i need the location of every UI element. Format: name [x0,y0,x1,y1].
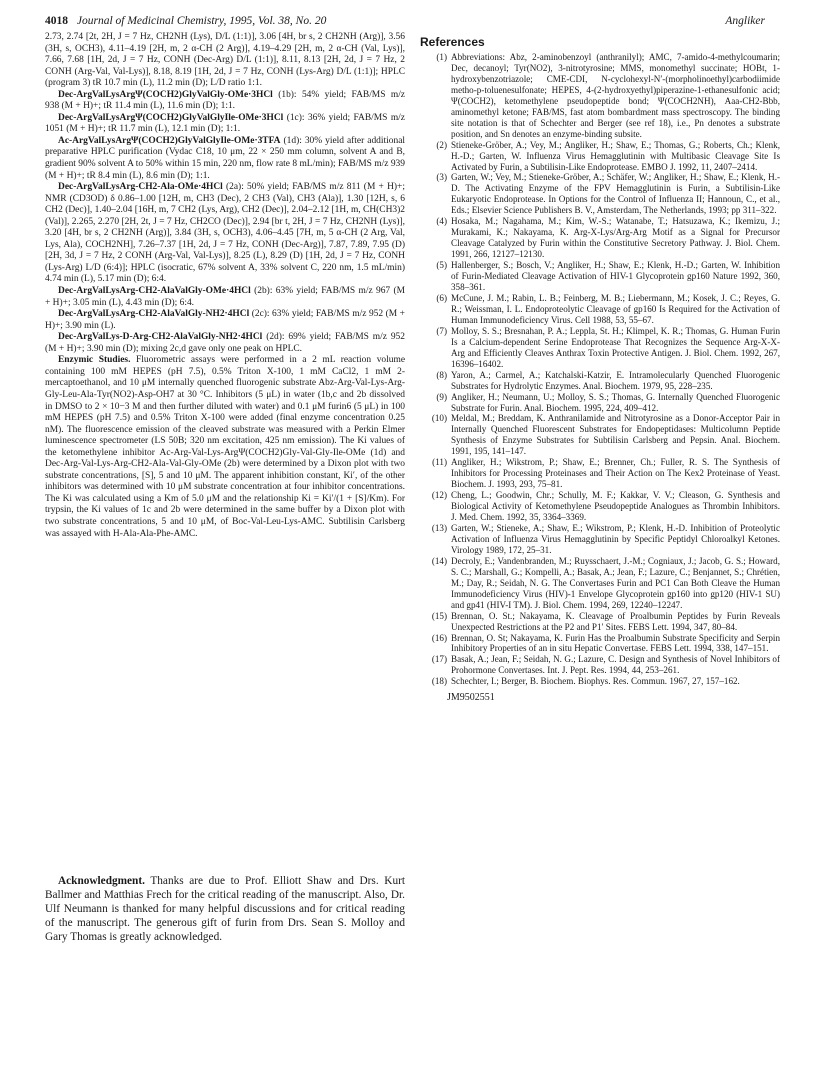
reference-number: (3) [436,172,447,183]
compound-entry [45,90,405,113]
reference-number: (10) [431,413,447,424]
compound-data: (2b): 63% yield; FAB/MS m/z 967 (M + H)+; 3.05 min (L), 4.43 min (D); 6:4. [45,286,406,308]
compound-name: Dec-ArgValLysArgΨ(COCH2)GlyValGlyIle-OMe·3HCl [58,112,284,123]
reference-number: (4) [436,216,447,227]
reference-text: Basak, A.; Jean, F.; Seidah, N. G.; Lazure, C. Design and Synthesis of Novel Inhibitors of Prohormone Convertases. Int. J. Pept. Res. 1994, 44, 253–261. [451,654,780,676]
compound-entry [45,309,405,332]
acknowledgment-heading: Acknowledgment. [58,875,145,887]
reference-item [420,633,780,655]
reference-text: Decroly, E.; Vandenbranden, M.; Ruysschaert, J.-M.; Cogniaux, J.; Jacob, G. S.; Howard, S. C.; Marshall, G.; Kompelli, A.; Basak, A.; Jean, F.; Lazure, C.; Benjannet, S.; Chrétien, M.; Day, R.; Seidah, N. G. The Convertases Furin and PC1 Can Both Cleave the Human Immunodeficiency Virus (HIV)-1 Envelope Glycoprotein gp160 into gp120 (HIV-1 SU) and gp41 (HIV-I TM). J. Biol. Chem. 1994, 269, 12240–12247. [451,555,780,610]
compound-data: (1b): 54% yield; FAB/MS m/z 938 (M + H)+; tR 11.4 min (L), 11.6 min (D); 1:1. [45,89,405,112]
reference-text: Meldal, M.; Breddam, K. Anthranilamide and Nitrotyrosine as a Donor-Acceptor Pair in Internally Quenched Fluorescent Substrates for Endopeptidases: Multicolumn Peptide Synthesis of Enzyme Substrates for Subtilisin Carlsberg and Pepsin. Anal. Biochem. 1991, 195, 141–147. [451,413,780,457]
reference-number: (11) [432,457,447,468]
compound-list [45,90,405,356]
reference-text: Hosaka, M.; Nagahama, M.; Kim, W.-S.; Watanabe, T.; Hatsuzawa, K.; Ikemizu, J.; Murakami, K.; Nakayama, K. Arg-X-Lys/Arg-Arg Motif as a Signal for Precursor Cleavage Catalyzed by Furin within the Constitutive Secretory Pathway. J. Biol. Chem. 1991, 266, 12127–12130. [451,216,780,260]
reference-item [420,654,780,676]
reference-number: (15) [431,610,447,621]
reference-text: Molloy, S. S.; Bresnahan, P. A.; Leppla, St. H.; Klimpel, K. R.; Thomas, G. Human Furin Is a Calcium-dependent Serine Endoprotease That Recognizes the Sequence Arg-X-X-Arg and Efficiently Cleaves Anthrax Toxin Protective Antigen. J. Biol. Chem. 1992, 267, 16396–16402. [451,325,780,369]
acknowledgment-text: Thanks are due to Prof. Elliott Shaw and Drs. Kurt Ballmer and Matthias Frech for the critical reading of the manuscript. Also, Dr. Ulf Neumann is thanked for many helpful discussions and for critical reading of the manuscript. The generous gift of furin from Drs. Sean S. Molloy and Gary Thomas is greatly acknowledged. [45,875,405,944]
nmr-continuation: 2.73, 2.74 [2t, 2H, J = 7 Hz, CH2NH (Lys), D/L (1:1)], 3.06 [4H, br s, 2 CH2NH (Arg)], 3.56 (3H, s, OCH3), 4.11–4.19 [2H, m, 2 α-CH (2 Arg)], 4.19–4.29 [2H, m, 2 α-CH (Val, Lys)], 7.66, 7.68 [1H, 2d, J = 7 Hz, CONH (Dec-Arg) D/L (1:1)], 8.11, 8.13 [2H, 2d, J = 7 Hz, 2 CONH (Arg-Val, Val-Lys)], 8.18, 8.19 [1H, 2d, J = 7 Hz, CONH (Lys-Arg) D/L (1:1)]; HPLC (program 3) tR 10.7 min (L), 11.2 min (D); L/D ratio 1:1. [45,32,405,89]
reference-item [420,52,780,140]
reference-item [420,140,780,173]
compound-entry [45,136,405,182]
reference-item [420,326,780,370]
compound-entry [45,332,405,355]
reference-number: (1) [436,52,447,62]
reference-number: (17) [431,654,447,665]
reference-text: Stieneke-Gröber, A.; Vey, M.; Angliker, H.; Shaw, E.; Thomas, G.; Roberts, Ch.; Klenk, H.-D.; Garten, W. Influenza Virus Hemagglutinin with Multibasic Cleavage Site Is Activated by Furin, a Subtilisin-Like Endoprotease. EMBO J. 1992, 11, 2407–2414. [451,139,780,172]
enzymic-studies-paragraph [45,355,405,540]
compound-data: (2a): 50% yield; FAB/MS m/z 811 (M + H)+; NMR (CD3OD) δ 0.86–1.00 [12H, m, CH3 (Dec), 2 CH3 (Val), CH3 (Ala)], 1.30 [12H, s, 6 CH2 (Dec)], 1.40–2.04 [16H, m, 7 CH2 (Lys, Arg), CH2 (Dec)], 2.04–2.12 [1H, m, CH(CH3)2 (Val)], 2.265, 2.270 [2H, 2t, J = 7 Hz, CH2CO (Dec)], 2.94 [br t, 2H, J = 7 Hz, CH2NH (Lys)], 3.20 [4H, br s, 2 CH2NH (Arg)], 3.84 (3H, s, OCH3), 4.06–4.45 [7H, m, 5 α-CH (2 Arg, Val, Lys, Ala), COCH2NH], 7.26–7.37 [1H, 2d, J = 7 Hz, CONH (Dec-Arg)], 7.87, 7.89, 7.95 (D) [2H, 3d, J = 7 Hz, 2 CONH (Arg-Val, Val-Lys)], 8.25 (L), 8.29 (D) [1H, 2d, J = 7 Hz, CONH (Lys-Arg) L/D (6:4)]; HPLC (isocratic, 67% solvent A, 33% solvent C, 220 nm, 1.5 mL/min) 4.74 min (L), 5.17 min (D); 6:4. [45,182,405,285]
reference-number: (8) [436,369,447,380]
compound-data: (1d): 30% yield after additional preparative HPLC purification (Vydac C18, 10 μm, 22 × 250 mm column, solvent A and B, gradient 90% solvent A to 50% within 15 min, 220 nm, flow rate 8 mL/min); FAB/MS m/z 939 (M + H)+; tR 8.4 min (L), 8.6 min (D); 1:1. [45,135,405,181]
compound-name: Ac-ArgValLysArgΨ(COCH2)GlyValGlyIle-OMe·3TFA [58,135,281,146]
reference-text: McCune, J. M.; Rabin, L. B.; Feinberg, M. B.; Liebermann, M.; Kosek, J. C.; Reyes, G. R.; Weissman, I. L. Endoproteolytic Cleavage of gp160 Is Required for the Activation of Human Immunodeficiency Virus. Cell 1988, 53, 55–67. [451,292,780,325]
reference-number: (14) [431,555,447,566]
compound-data: (1c): 36% yield; FAB/MS m/z 1051 (M + H)+; tR 11.7 min (L), 12.1 min (D); 1:1. [45,112,405,135]
reference-text: Angliker, H.; Wikstrom, P.; Shaw, E.; Brenner, Ch.; Fuller, R. S. The Synthesis of Inhibitors for Processing Proteinases and Their Action on The Kex2 Proteinase of Yeast. Biochem. J. 1993, 293, 75–81. [451,457,780,490]
reference-item [420,392,780,414]
reference-text: Cheng, L.; Goodwin, Chr.; Schully, M. F.; Kakkar, V. V.; Cleason, G. Synthesis and Biological Activity of Ketomethylene Pseudopeptide Analogues as Thrombin Inhibitors. J. Med. Chem. 1992, 35, 3364–3369. [451,490,780,523]
reference-text: Garten, W.; Stieneke, A.; Shaw, E.; Wikstrom, P.; Klenk, H.-D. Inhibition of Proteolytic Activation of Influenza Virus Hemagglutinin by Specific Peptidyl Chloroalkyl Ketones. Virology 1989, 172, 25–31. [451,522,780,555]
compound-data: (2d): 69% yield; FAB/MS m/z 952 (M + H)+; 3.90 min (D); mixing 2c,d gave only one peak on HPLC. [45,332,405,354]
enzymic-studies-text: Fluorometric assays were performed in a 2 mL reaction volume containing 100 mM HEPES (pH 7.5), 0.5% Triton X-100, 1 mM CaCl2, 1 mM 2-mercaptoethanol, and 10 μM internally quenched fluorogenic substrate Abz-Arg-Val-Lys-Arg-Gly-Leu-Ala-Tyr(NO2)-Asp-OH7 at 30 °C. Inhibitors (5 μL) in water (1b,c and 2b dissolved in DMSO to 2 × 10−3 M and then further diluted with water) and 0.1 μM furin6 (5 μL) in 100 mM HEPES (pH 7.5) and 0.5% Triton X-100 were added (final enzyme concentration 0.25 nM). The fluorescence emission of the cleaved substrate was measured with a Perkin Elmer luminescence spectrometer (LS 50B; 320 nm excitation, 425 nm emission). The Ki values of the ketomethylene inhibitor Ac-Arg-Val-Lys-ArgΨ(COCH2)Gly-Val-Gly-Ile-OMe (1d) and Dec-Arg-Val-Lys-Arg-CH2-Ala-Val-Gly-OMe (2b) were determined by a Dixon plot with two substrate concentrations, [S], 5 and 10 μM. The apparent inhibition constant, Ki′, of the other inhibitors was determined with 10 μM substrate concentration at four inhibitor concentrations. The Ki was calculated using a Km of 5.0 μM and the relationship Ki = Ki′/(1 + [S]/Km). For trypsin, the Ki values of 1c and 2b were determined in the same buffer by a Dixon plot with two substrate concentrations, 5 and 10 μM, of Boc-Val-Leu-Lys-AMC. Subtilisin Carlsberg was assayed with H-Ala-Ala-Phe-AMC. [45,355,406,539]
reference-number: (5) [436,260,447,271]
reference-number: (12) [431,490,447,501]
reference-text: Hallenberger, S.; Bosch, V.; Angliker, H.; Shaw, E.; Klenk, H.-D.; Garten, W. Inhibition of Furin-Mediated Cleavage Activation of HIV-1 Glycoprotein gp160 Nature 1992, 360, 358–361. [451,260,780,293]
reference-text: Brennan, O. St.; Nakayama, K. Cleavage of Proalbumin Peptides by Furin Reveals Unexpected Restrictions at the P2 and P1′ Sites. FEBS Lett. 1994, 347, 80–84. [451,610,780,632]
reference-item [420,260,780,293]
reference-number: (18) [431,676,447,687]
reference-number: (9) [436,391,447,402]
reference-number: (13) [431,522,447,533]
acknowledgment-section [45,874,405,944]
reference-number: (16) [431,632,447,643]
compound-name: Dec-ArgValLysArg-CH2-AlaValGly-OMe·4HCl [58,286,251,297]
references-column [420,34,780,704]
experimental-column [45,32,405,540]
reference-list [420,52,780,687]
compound-data: (2c): 63% yield; FAB/MS m/z 952 (M + H)+; 3.90 min (L). [45,309,405,331]
journal-citation: Journal of Medicinal Chemistry, 1995, Vol. 38, No. 20 [76,15,327,27]
reference-item [420,370,780,392]
reference-text: Angliker, H.; Neumann, U.; Molloy, S. S.; Thomas, G. Internally Quenched Fluorogenic Substrate for Furin. Anal. Biochem. 1995, 224, 409–412. [451,391,780,413]
page-header [45,12,765,30]
compound-entry [45,182,405,286]
reference-text: Yaron, A.; Carmel, A.; Katchalski-Katzir, E. Intramolecularly Quenched Fluorogenic Substrates for Hydrolytic Enzymes. Anal. Biochem. 1979, 95, 228–235. [451,369,780,391]
compound-name: Dec-ArgValLysArg-CH2-Ala-OMe·4HCl [58,182,223,193]
compound-name: Dec-ArgValLysArg-CH2-AlaValGly-NH2·4HCl [58,309,250,320]
reference-item [420,293,780,326]
reference-number: (2) [436,139,447,150]
acknowledgment-paragraph [45,874,405,944]
reference-item [420,556,780,611]
enzymic-studies-heading: Enzymic Studies. [58,355,131,366]
reference-text: Brennan, O. St; Nakayama, K. Furin Has the Proalbumin Substrate Specificity and Serpin Inhibitory Properties of an in situ Hepatic Convertase. FEBS Lett. 1994, 338, 147–151. [451,632,780,654]
reference-item [420,457,780,490]
running-author: Angliker [725,15,765,27]
reference-item [420,611,780,633]
page-number: 4018 [45,15,68,27]
reference-item [420,490,780,523]
compound-entry [45,113,405,136]
references-title: References [420,35,485,49]
compound-name: Dec-ArgValLys-D-Arg-CH2-AlaValGly-NH2·4HCl [58,332,263,343]
reference-item [420,413,780,457]
compound-name: Dec-ArgValLysArgΨ(COCH2)GlyValGly-OMe·3HCl [58,89,273,100]
reference-text: Schechter, I.; Berger, B. Biochem. Biophys. Res. Commun. 1967, 27, 157–162. [451,676,740,687]
manuscript-code: JM9502551 [447,692,495,704]
reference-item [420,676,780,687]
reference-text: Abbreviations: Abz, 2-aminobenzoyl (anthranilyl); AMC, 7-amido-4-methylcoumarin; Dec, decanoyl; Tyr(NO2), 3-nitrotyrosine; MMS, monomethyl succinate; HOBt, 1-hydroxybenzotriazole; CME-CDI, N-cyclohexyl-N′-(morpholinoethyl)carbodiimide metho-p-toluenesulfonate; HEPES, 4-(2-hydroxyethyl)piperazine-1-ethanesulfonic acid; Ψ(COCH2), ketomethylene pseudopeptide bond; Ψ(COCH2NH), Aaa-CH2-Bbb, aminomethyl ketone; FAB/MS, fast atom bombardment mass spectroscopy. The binding site notation is that of Schechter and Berger (see ref 18), i.e., Pn denotes a substrate position, and Sn denotes an enzyme-binding subsite. [451,52,780,139]
reference-item [420,216,780,260]
reference-text: Garten, W.; Vey, M.; Stieneke-Gröber, A.; Schäfer, W.; Angliker, H.; Shaw, E.; Klenk, H.-D. The Activating Enzyme of the FPV Hemagglutinin is Furin, a Subtilisin-Like Eukaryotic Endoprotease. In Options for the Control of Influenza II; Hannoun, C., et al., Eds.; Elsevier Science Publishers B. V., Amsterdam, The Netherlands, 1993; pp 311–322. [451,172,780,216]
reference-item [420,172,780,216]
compound-entry [45,286,405,309]
reference-number: (6) [436,292,447,303]
reference-number: (7) [436,325,447,336]
reference-item [420,523,780,556]
